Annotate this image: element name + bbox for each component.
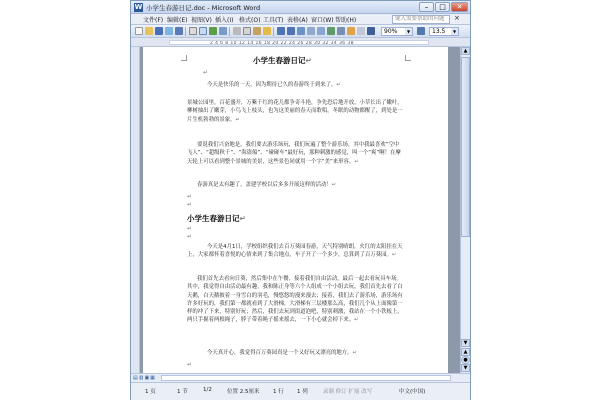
undo-icon[interactable]: [277, 27, 285, 35]
menu-help[interactable]: 帮助(H): [335, 17, 357, 24]
paragraph-mark: ↵: [187, 193, 193, 200]
save-icon[interactable]: [155, 27, 163, 35]
close-button[interactable]: ✕: [451, 2, 468, 12]
document-page[interactable]: [143, 47, 448, 373]
paragraph-text: 我们首先去看向日葵，然后集中在午餐，接着我们自由活动，最后一起去看玩具车场。其中，我觉得自由活动最有趣，我和陈正身等六个人组成一个小组去玩，我们首先去看了白天鹅，白天鹅披着一身雪白的羽毛，慢悠悠的漫来漫去；接着，我们去了游乐场，游乐场有许多好玩的，我们第一都就看到了大滑梯，大滑梯有三层楼那么高，我们几个从上面像第一样的冲了下来，特别好玩；然后，我们去玩到街道泡吧，特别刺激，我站在一个小铁板上，两只手握着两根绳子，脖子带着绳子摇来摇去，一下小心就会掉下来。: [187, 276, 403, 324]
paragraph: 今天是快乐的一天，因为期待已久的春游终于到来了。↵: [207, 82, 341, 88]
help-search-input[interactable]: 键入需要帮助的问题: [392, 15, 450, 24]
menu-table[interactable]: 表格(A): [287, 17, 308, 24]
email-icon[interactable]: [175, 27, 183, 35]
next-page-icon[interactable]: ▼: [461, 364, 470, 372]
insert-table-icon[interactable]: [317, 27, 325, 35]
menu-window[interactable]: 窗口(W): [311, 17, 334, 24]
paste-icon[interactable]: [253, 27, 261, 35]
paragraph-mark: ↵: [187, 201, 193, 208]
status-language: 中文(中国): [399, 389, 426, 395]
paragraph-text: 要说我们兴奋地是，我们要去游乐场玩，我们玩遍了整个游乐场，其中我最喜欢“空中飞人”、“超级秋千”、“海盗船”、“碰碰车”最好玩，那种刺激的感觉，叫一个“爽”啊！在摩天轮上可以看到整个景城的美景，这些景色同就用一个字“美”来形容。: [187, 142, 401, 165]
minimize-button[interactable]: –: [419, 2, 434, 12]
vertical-ruler[interactable]: [131, 47, 140, 373]
toolbar-separator: [229, 27, 230, 36]
print-icon[interactable]: [189, 27, 197, 35]
menu-bar: [131, 14, 470, 25]
maximize-button[interactable]: □: [435, 2, 450, 12]
menu-file[interactable]: 文件(F): [143, 17, 164, 24]
paragraph-mark: ↵: [187, 225, 193, 232]
status-bar: [131, 382, 470, 400]
margin-corner-mark: [181, 55, 187, 61]
paragraph: 景城公园里，百花盛开，万紫千红的花儿都争奇斗艳，争先恐后地开放，小草长出了嫩叶，柳树抽出了嫩芽，小鸟飞上枝头，也为这美丽的春天而歌唱，冬眠的动物都醒了，到处是一片生机勃勃的景象。↵: [187, 100, 403, 123]
menu-tools[interactable]: 工具(T): [263, 17, 284, 24]
vertical-scrollbar[interactable]: [460, 47, 470, 373]
previous-page-icon[interactable]: ▲: [461, 348, 470, 356]
document-area: [140, 47, 460, 373]
hyperlink-icon[interactable]: [297, 27, 305, 35]
chevron-down-icon[interactable]: ▼: [452, 29, 457, 34]
title-bar: [131, 1, 470, 14]
permission-icon[interactable]: [165, 27, 173, 35]
status-page-of: 1/2: [203, 387, 212, 393]
status-section: 1 节: [177, 389, 188, 395]
paragraph-mark: ↵: [203, 69, 209, 76]
copy-icon[interactable]: [243, 27, 251, 35]
document-subtitle: 小学生春游日记↵: [187, 214, 246, 223]
font-size-select[interactable]: [429, 27, 459, 36]
status-column: 1 列: [297, 389, 308, 395]
view-mode-icons[interactable]: ▤▥▣▦: [133, 375, 156, 381]
paragraph: 我们首先去看向日葵，然后集中在午餐，接着我们自由活动，最后一起去看玩具车场。其中，我觉得自由活动最有趣，我和陈正身等六个人组成一个小组去玩，我们首先去看了白天鹅，白天鹅披着一身雪白的羽毛，慢悠悠的漫来漫去；接着，我们去了游乐场，游乐场有许多好玩的，我们第一都就看到了大滑梯，大滑梯有三层楼那么高，我们几个从上面像第一样的冲了下来，特别好玩；然后，我们去玩到街道泡吧，特别刺激，我站在一个小铁板上，两只手握着两根绳子，脖子带着绳子摇来摇去，一下小心就会掉下来。↵: [187, 276, 403, 324]
paragraph-text: 今天是快乐的一天，因为期待已久的春游终于到来了。: [207, 82, 337, 88]
redo-icon[interactable]: [287, 27, 295, 35]
word-app-icon[interactable]: W: [134, 3, 143, 11]
horizontal-scrollbar[interactable]: [131, 373, 470, 382]
research-icon[interactable]: [219, 27, 227, 35]
new-document-icon[interactable]: [135, 27, 143, 35]
word-window: [130, 0, 471, 400]
chevron-down-icon[interactable]: ▼: [406, 29, 411, 34]
standard-toolbar: [131, 25, 470, 38]
zoom-select[interactable]: [381, 27, 413, 36]
document-title: 小学生春游日记↵: [253, 56, 312, 65]
ruler-numbers: 2 4 6 8 10 12 14 16 18 20 22 24 26 28 30 32 34 36 38: [210, 41, 354, 45]
paragraph: 今天是4月1日，学校组织我们去百万葵园春游，天气特别晴朗，火红的太阳挂在天上，大家都怀着喜悦的心情来到了集合地点，车子开了一个多少，总算到了百万葵园。↵: [187, 244, 403, 259]
close-document-icon[interactable]: ×: [454, 14, 460, 22]
paragraph: 要说我们兴奋地是，我们要去游乐场玩，我们玩遍了整个游乐场，其中我最喜欢“空中飞人”、“超级秋千”、“海盗船”、“碰碰车”最好玩，那种刺激的感觉，叫一个“爽”啊！在摩天轮上可以看到整个景城的美景，这些景色同就用一个字“美”来形容。↵: [187, 142, 401, 165]
document-title-text: 小学生春游日记: [253, 56, 306, 65]
format-painter-icon[interactable]: [263, 27, 271, 35]
select-browse-object-icon[interactable]: ●: [461, 356, 470, 364]
print-preview-icon[interactable]: [199, 27, 207, 35]
cut-icon[interactable]: [233, 27, 241, 35]
spelling-icon[interactable]: [209, 27, 217, 35]
toolbar-separator: [273, 27, 274, 36]
margin-corner-mark: [405, 55, 411, 61]
paragraph: 今天真开心，我觉得百万葵园真是一个又好玩又漂亮的地方。↵: [207, 350, 358, 356]
scroll-down-icon[interactable]: ▼: [461, 339, 470, 347]
document-subtitle-text: 小学生春游日记: [187, 214, 240, 223]
open-folder-icon[interactable]: [145, 27, 153, 35]
toolbar-separator: [185, 27, 186, 36]
paragraph-mark: ↵: [187, 233, 193, 240]
ruler-track: [169, 40, 429, 45]
paragraph-text: 今天真开心，我觉得百万葵园真是一个又好玩又漂亮的地方。: [207, 350, 353, 356]
status-line: 1 行: [273, 389, 284, 395]
paragraph-text: 春游真是太有趣了，盖建学校以后多多开展这样的活动！: [197, 182, 332, 188]
tables-borders-icon[interactable]: [307, 27, 315, 35]
menu-insert[interactable]: 插入(I): [215, 17, 234, 24]
scroll-thumb[interactable]: [461, 57, 470, 237]
insert-excel-icon[interactable]: [327, 27, 335, 35]
paragraph-mark: ↵: [187, 361, 193, 368]
font-size-value: 13.5: [432, 28, 446, 35]
status-page: 1 页: [145, 389, 156, 395]
scroll-up-icon[interactable]: ▲: [461, 47, 470, 55]
paragraph: 春游真是太有趣了，盖建学校以后多多开展这样的活动！↵: [197, 182, 337, 188]
columns-icon[interactable]: [337, 27, 345, 35]
show-hide-icon[interactable]: [367, 27, 375, 35]
help-icon[interactable]: [417, 27, 425, 35]
menu-edit[interactable]: 编辑(E): [167, 17, 188, 24]
status-modes[interactable]: 录制 修订 扩展 改写: [323, 389, 373, 395]
menu-format[interactable]: 格式(O): [239, 17, 261, 24]
drawing-icon[interactable]: [347, 27, 355, 35]
document-map-icon[interactable]: [357, 27, 365, 35]
zoom-value: 90%: [384, 28, 398, 35]
status-position: 位置 2.5厘米: [227, 389, 260, 395]
window-title: 小学生春游日记.doc - Microsoft Word: [146, 4, 261, 12]
menu-view[interactable]: 视图(V): [191, 17, 212, 24]
horizontal-scroll-track[interactable]: [161, 375, 451, 381]
paragraph-text: 今天是4月1日，学校组织我们去百万葵园春游，天气特别晴朗，火红的太阳挂在天上，大家都怀着喜悦的心情来到了集合地点，车子开了一个多少，总算到了百万葵园。: [187, 244, 403, 259]
horizontal-ruler[interactable]: [131, 38, 470, 47]
paragraph-text: 景城公园里，百花盛开，万紫千红的花儿都争奇斗艳，争先恐后地开放，小草长出了嫩叶，柳树抽出了嫩芽，小鸟飞上枝头，也为这美丽的春天而歌唱，冬眠的动物都醒了，到处是一片生机勃勃的景象。: [187, 100, 403, 123]
